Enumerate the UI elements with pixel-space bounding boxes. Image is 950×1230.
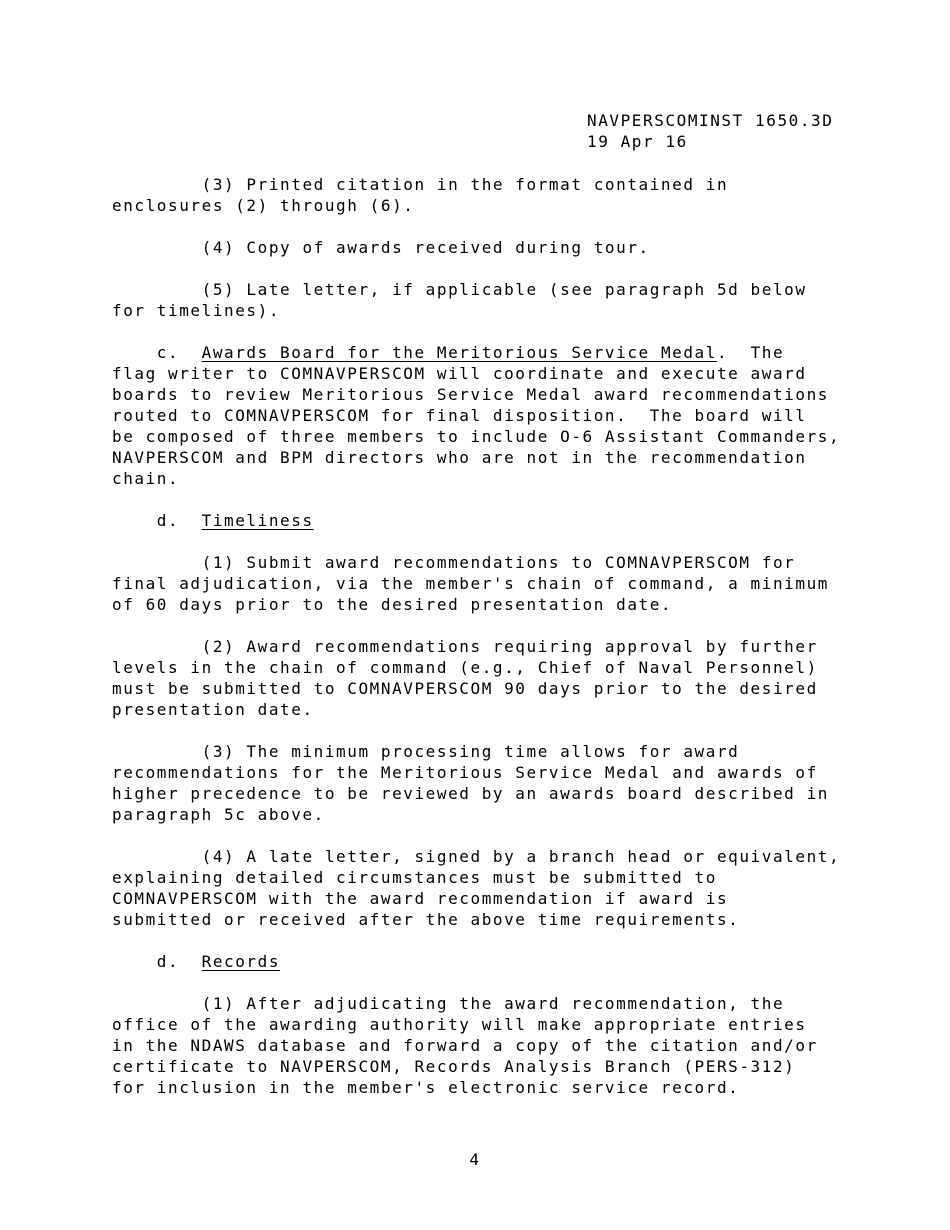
text-segment: office of the awarding authority will make appropriate entries [112,1015,807,1034]
text-segment: NAVPERSCOM and BPM directors who are not in the recommendation [112,448,807,467]
paragraph [112,279,872,321]
text-line [112,867,872,888]
paragraph [112,237,872,258]
text-segment: levels in the chain of command (e.g., Chief of Naval Personnel) [112,658,818,677]
text-segment: (2) Award recommendations requiring approval by further [112,637,818,656]
text-segment: must be submitted to COMNAVPERSCOM 90 days prior to the desired [112,679,818,698]
text-segment: paragraph 5c above. [112,805,325,824]
text-segment: COMNAVPERSCOM with the award recommendation if award is [112,889,729,908]
text-line [112,300,872,321]
text-line [112,195,872,216]
text-line [112,762,872,783]
text-line [112,846,872,867]
text-line [112,342,872,363]
text-line [112,804,872,825]
document-id: NAVPERSCOMINST 1650.3D [587,111,834,130]
text-segment: higher precedence to be reviewed by an awards board described in [112,784,829,803]
text-segment: presentation date. [112,700,314,719]
text-line [112,552,872,573]
text-segment: certificate to NAVPERSCOM, Records Analysis Branch (PERS-312) [112,1057,796,1076]
text-segment: recommendations for the Meritorious Service Medal and awards of [112,763,818,782]
paragraph [112,993,872,1098]
text-segment: d. [112,952,202,971]
paragraph-gap [112,489,872,510]
text-segment: boards to review Meritorious Service Medal award recommendations [112,385,829,404]
paragraph-gap [112,321,872,342]
paragraph [112,741,872,825]
text-line [112,636,872,657]
text-line [112,888,872,909]
text-line [112,951,872,972]
paragraph [112,174,872,216]
text-line [112,405,872,426]
text-segment: d. [112,511,202,530]
document-date: 19 Apr 16 [587,132,688,151]
text-line [112,657,872,678]
text-segment: for timelines). [112,301,281,320]
section-heading: Awards Board for the Meritorious Service Medal [201,343,717,362]
text-segment: . The [716,343,785,362]
text-segment: (1) Submit award recommendations to COMNAVPERSCOM for [112,553,796,572]
text-line [112,741,872,762]
text-segment: of 60 days prior to the desired presentation date. [112,595,673,614]
paragraph-gap [112,216,872,237]
text-line [112,909,872,930]
paragraph-gap [112,825,872,846]
text-segment: final adjudication, via the member's chain of command, a minimum [112,574,829,593]
text-line [112,573,872,594]
text-segment: (3) Printed citation in the format contained in [112,175,729,194]
text-line [112,363,872,384]
text-segment: c. [112,343,202,362]
text-segment: (4) Copy of awards received during tour. [112,238,650,257]
text-segment: be composed of three members to include O-6 Assistant Commanders, [112,427,841,446]
text-segment: routed to COMNAVPERSCOM for final disposition. The board will [112,406,807,425]
text-line [112,237,872,258]
section-heading: Records [201,952,281,971]
text-segment: (5) Late letter, if applicable (see paragraph 5d below [112,280,807,299]
paragraph [112,636,872,720]
text-segment: (1) After adjudicating the award recommendation, the [112,994,785,1013]
text-line [112,699,872,720]
paragraph-gap [112,720,872,741]
paragraph-gap [112,972,872,993]
text-segment: (3) The minimum processing time allows for award [112,742,740,761]
paragraph-gap [112,531,872,552]
text-line [112,1035,872,1056]
text-line [112,1014,872,1035]
document-header [587,110,833,152]
text-segment: (4) A late letter, signed by a branch head or equivalent, [112,847,841,866]
paragraph [112,510,872,531]
text-line [112,174,872,195]
paragraph-gap [112,258,872,279]
paragraph-gap [112,615,872,636]
page-number: 4 [469,1150,481,1169]
text-line [112,510,872,531]
text-segment: chain. [112,469,180,488]
text-segment: explaining detailed circumstances must be submitted to [112,868,717,887]
text-segment: flag writer to COMNAVPERSCOM will coordinate and execute award [112,364,807,383]
text-segment: for inclusion in the member's electronic service record. [112,1078,740,1097]
text-line [112,468,872,489]
text-line [112,594,872,615]
text-segment: in the NDAWS database and forward a copy of the citation and/or [112,1036,818,1055]
text-segment: submitted or received after the above time requirements. [112,910,740,929]
text-line [112,447,872,468]
paragraph-gap [112,930,872,951]
text-line [112,426,872,447]
text-segment: enclosures (2) through (6). [112,196,415,215]
document-body [112,174,872,1098]
paragraph [112,552,872,615]
section-heading: Timeliness [201,511,314,530]
text-line [112,783,872,804]
text-line [112,1056,872,1077]
text-line [112,993,872,1014]
paragraph [112,342,872,489]
text-line [112,1077,872,1098]
text-line [112,279,872,300]
text-line [112,678,872,699]
paragraph [112,846,872,930]
paragraph [112,951,872,972]
text-line [112,384,872,405]
